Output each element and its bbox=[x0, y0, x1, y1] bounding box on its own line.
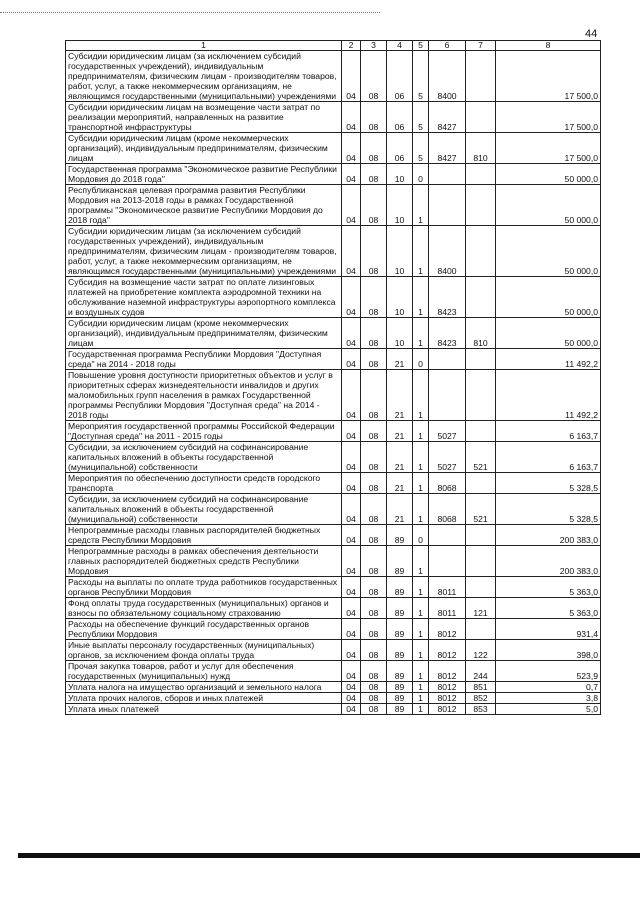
cell-subsection: 08 bbox=[361, 102, 387, 133]
cell-amount: 6 163,7 bbox=[496, 421, 601, 442]
cell-subsection: 08 bbox=[361, 704, 387, 715]
cell-section: 04 bbox=[342, 577, 361, 598]
cell-section: 04 bbox=[342, 133, 361, 164]
cell-subsection: 08 bbox=[361, 226, 387, 277]
table-header-row bbox=[66, 41, 601, 51]
cell-direction: 8427 bbox=[429, 102, 466, 133]
table-row bbox=[66, 577, 601, 598]
table-row bbox=[66, 164, 601, 185]
cell-direction bbox=[429, 185, 466, 226]
cell-expense-type: 121 bbox=[466, 598, 496, 619]
table-row bbox=[66, 546, 601, 577]
cell-expense-type bbox=[466, 102, 496, 133]
cell-subsection: 08 bbox=[361, 598, 387, 619]
cell-name: Расходы на выплаты по оплате труда работников государственных органов Республики Мордовия bbox=[66, 577, 342, 598]
cell-subprogram: 1 bbox=[413, 640, 429, 661]
cell-section: 04 bbox=[342, 525, 361, 546]
cell-name: Расходы на обеспечение функций государственных органов Республики Мордовия bbox=[66, 619, 342, 640]
cell-program: 21 bbox=[387, 473, 413, 494]
cell-expense-type: 853 bbox=[466, 704, 496, 715]
cell-section: 04 bbox=[342, 682, 361, 693]
cell-program: 89 bbox=[387, 525, 413, 546]
table-body bbox=[66, 51, 601, 715]
cell-amount: 200 383,0 bbox=[496, 546, 601, 577]
cell-subprogram: 1 bbox=[413, 546, 429, 577]
cell-amount: 5 328,5 bbox=[496, 473, 601, 494]
cell-expense-type bbox=[466, 349, 496, 370]
table-row bbox=[66, 226, 601, 277]
cell-amount: 5 363,0 bbox=[496, 577, 601, 598]
cell-subsection: 08 bbox=[361, 442, 387, 473]
table-row bbox=[66, 442, 601, 473]
cell-subprogram: 1 bbox=[413, 494, 429, 525]
cell-subprogram: 5 bbox=[413, 51, 429, 102]
cell-direction bbox=[429, 370, 466, 421]
table-row bbox=[66, 693, 601, 704]
cell-name: Субсидии юридическим лицам (кроме некоммерческих организаций), индивидуальным предпринимателям, физическим лицам bbox=[66, 133, 342, 164]
page-number: 44 bbox=[585, 28, 598, 40]
cell-subsection: 08 bbox=[361, 51, 387, 102]
cell-direction: 8068 bbox=[429, 473, 466, 494]
cell-program: 10 bbox=[387, 226, 413, 277]
cell-direction bbox=[429, 164, 466, 185]
cell-name: Прочая закупка товаров, работ и услуг для обеспечения государственных (муниципальных) нужд bbox=[66, 661, 342, 682]
cell-amount: 398,0 bbox=[496, 640, 601, 661]
cell-expense-type bbox=[466, 370, 496, 421]
cell-subprogram: 0 bbox=[413, 164, 429, 185]
header-col-5: 5 bbox=[413, 41, 429, 51]
cell-subprogram: 1 bbox=[413, 682, 429, 693]
cell-direction bbox=[429, 546, 466, 577]
cell-program: 21 bbox=[387, 494, 413, 525]
cell-expense-type: 122 bbox=[466, 640, 496, 661]
cell-section: 04 bbox=[342, 640, 361, 661]
cell-amount: 5,0 bbox=[496, 704, 601, 715]
cell-name: Субсидии юридическим лицам на возмещение части затрат по реализации мероприятий, направленных на развитие транспортной инфраструктуры bbox=[66, 102, 342, 133]
cell-name: Субсидии юридическим лицам (за исключением субсидий государственных учреждений), индивидуальным предпринимателям, физическим лицам - производителям товаров, работ, услуг, а также некоммерческим организациям, не являющимся государственными (муниципальными) учреждениями bbox=[66, 226, 342, 277]
cell-name: Республиканская целевая программа развития Республики Мордовия на 2013-2018 годы в рамках Государственной программы "Экономическое развитие Республики Мордовия до 2018 года" bbox=[66, 185, 342, 226]
cell-subprogram: 5 bbox=[413, 102, 429, 133]
table-row bbox=[66, 277, 601, 318]
cell-name: Уплата прочих налогов, сборов и иных платежей bbox=[66, 693, 342, 704]
cell-subsection: 08 bbox=[361, 682, 387, 693]
cell-program: 21 bbox=[387, 442, 413, 473]
cell-section: 04 bbox=[342, 349, 361, 370]
cell-subsection: 08 bbox=[361, 164, 387, 185]
cell-name: Мероприятия государственной программы Российской Федерации "Доступная среда" на 2011 - 2015 годы bbox=[66, 421, 342, 442]
cell-subsection: 08 bbox=[361, 349, 387, 370]
table-row bbox=[66, 51, 601, 102]
cell-name: Государственная программа Республики Мордовия "Доступная среда" на 2014 - 2018 годы bbox=[66, 349, 342, 370]
cell-amount: 11 492,2 bbox=[496, 349, 601, 370]
cell-expense-type: 521 bbox=[466, 494, 496, 525]
cell-direction bbox=[429, 349, 466, 370]
cell-amount: 50 000,0 bbox=[496, 226, 601, 277]
cell-program: 10 bbox=[387, 164, 413, 185]
table-row bbox=[66, 494, 601, 525]
cell-name: Уплата иных платежей bbox=[66, 704, 342, 715]
cell-direction: 8423 bbox=[429, 318, 466, 349]
cell-subsection: 08 bbox=[361, 473, 387, 494]
cell-program: 10 bbox=[387, 318, 413, 349]
header-col-6: 6 bbox=[429, 41, 466, 51]
cell-subprogram: 5 bbox=[413, 133, 429, 164]
table-row bbox=[66, 704, 601, 715]
cell-program: 06 bbox=[387, 102, 413, 133]
cell-program: 89 bbox=[387, 704, 413, 715]
cell-section: 04 bbox=[342, 102, 361, 133]
cell-subsection: 08 bbox=[361, 525, 387, 546]
header-col-8: 8 bbox=[496, 41, 601, 51]
cell-subprogram: 1 bbox=[413, 577, 429, 598]
cell-program: 89 bbox=[387, 598, 413, 619]
cell-program: 89 bbox=[387, 546, 413, 577]
cell-section: 04 bbox=[342, 546, 361, 577]
cell-program: 06 bbox=[387, 51, 413, 102]
cell-name: Непрограммные расходы в рамках обеспечения деятельности главных распорядителей бюджетных средств Республики Мордовия bbox=[66, 546, 342, 577]
cell-subprogram: 1 bbox=[413, 318, 429, 349]
cell-expense-type bbox=[466, 226, 496, 277]
cell-program: 89 bbox=[387, 661, 413, 682]
table-row bbox=[66, 473, 601, 494]
cell-name: Непрограммные расходы главных распорядителей бюджетных средств Республики Мордовия bbox=[66, 525, 342, 546]
cell-subsection: 08 bbox=[361, 640, 387, 661]
cell-amount: 200 383,0 bbox=[496, 525, 601, 546]
cell-subsection: 08 bbox=[361, 494, 387, 525]
cell-section: 04 bbox=[342, 494, 361, 525]
cell-name: Субсидия на возмещение части затрат по оплате лизинговых платежей на приобретение комплекта аэродромной техники на обслуживание наземной инфраструктуры аэропортного комплекса и воздушных судов bbox=[66, 277, 342, 318]
cell-section: 04 bbox=[342, 277, 361, 318]
cell-section: 04 bbox=[342, 226, 361, 277]
cell-name: Субсидии, за исключением субсидий на софинансирование капитальных вложений в объекты государственной (муниципальной) собственности bbox=[66, 442, 342, 473]
cell-section: 04 bbox=[342, 318, 361, 349]
cell-amount: 931,4 bbox=[496, 619, 601, 640]
cell-expense-type bbox=[466, 525, 496, 546]
cell-subprogram: 0 bbox=[413, 349, 429, 370]
cell-direction: 8012 bbox=[429, 619, 466, 640]
table-row bbox=[66, 370, 601, 421]
table-row bbox=[66, 661, 601, 682]
cell-section: 04 bbox=[342, 661, 361, 682]
cell-name: Субсидии, за исключением субсидий на софинансирование капитальных вложений в объекты государственной (муниципальной) собственности bbox=[66, 494, 342, 525]
cell-program: 89 bbox=[387, 640, 413, 661]
header-col-7: 7 bbox=[466, 41, 496, 51]
cell-subprogram: 1 bbox=[413, 442, 429, 473]
cell-direction: 8012 bbox=[429, 661, 466, 682]
scan-artifact-line bbox=[0, 12, 380, 15]
cell-expense-type bbox=[466, 577, 496, 598]
cell-direction: 8011 bbox=[429, 577, 466, 598]
cell-subprogram: 0 bbox=[413, 525, 429, 546]
cell-amount: 17 500,0 bbox=[496, 102, 601, 133]
cell-amount: 523,9 bbox=[496, 661, 601, 682]
cell-direction: 8012 bbox=[429, 640, 466, 661]
cell-program: 21 bbox=[387, 421, 413, 442]
cell-name: Субсидии юридическим лицам (кроме некоммерческих организаций), индивидуальным предпринимателям, физическим лицам bbox=[66, 318, 342, 349]
cell-amount: 0,7 bbox=[496, 682, 601, 693]
cell-name: Мероприятия по обеспечению доступности средств городского транспорта bbox=[66, 473, 342, 494]
cell-program: 89 bbox=[387, 693, 413, 704]
cell-expense-type: 852 bbox=[466, 693, 496, 704]
cell-expense-type: 810 bbox=[466, 318, 496, 349]
cell-subprogram: 1 bbox=[413, 693, 429, 704]
cell-subsection: 08 bbox=[361, 133, 387, 164]
cell-direction: 8400 bbox=[429, 226, 466, 277]
cell-subsection: 08 bbox=[361, 577, 387, 598]
cell-section: 04 bbox=[342, 598, 361, 619]
cell-name: Повышение уровня доступности приоритетных объектов и услуг в приоритетных сферах жизнедеятельности инвалидов и других маломобильных групп населения в рамках Государственной программы Республики Мордовия "Доступная среда" на 2014 - 2018 годы bbox=[66, 370, 342, 421]
header-col-2: 2 bbox=[342, 41, 361, 51]
table-row bbox=[66, 185, 601, 226]
table-row bbox=[66, 682, 601, 693]
cell-name: Субсидии юридическим лицам (за исключением субсидий государственных учреждений), индивидуальным предпринимателям, физическим лицам - производителям товаров, работ, услуг, а также некоммерческим организациям, не являющимся государственными (муниципальными) учреждениями bbox=[66, 51, 342, 102]
cell-name: Государственная программа "Экономическое развитие Республики Мордовия до 2018 года" bbox=[66, 164, 342, 185]
cell-expense-type bbox=[466, 619, 496, 640]
cell-subsection: 08 bbox=[361, 619, 387, 640]
cell-subsection: 08 bbox=[361, 185, 387, 226]
cell-subprogram: 1 bbox=[413, 598, 429, 619]
cell-section: 04 bbox=[342, 704, 361, 715]
cell-expense-type bbox=[466, 473, 496, 494]
cell-direction: 8400 bbox=[429, 51, 466, 102]
cell-direction bbox=[429, 525, 466, 546]
cell-subprogram: 1 bbox=[413, 661, 429, 682]
cell-section: 04 bbox=[342, 370, 361, 421]
header-col-4: 4 bbox=[387, 41, 413, 51]
cell-subprogram: 1 bbox=[413, 704, 429, 715]
cell-amount: 50 000,0 bbox=[496, 185, 601, 226]
cell-direction: 8427 bbox=[429, 133, 466, 164]
cell-expense-type bbox=[466, 185, 496, 226]
cell-program: 89 bbox=[387, 682, 413, 693]
cell-program: 10 bbox=[387, 277, 413, 318]
cell-name: Фонд оплаты труда государственных (муниципальных) органов и взносы по обязательному социальному страхованию bbox=[66, 598, 342, 619]
cell-amount: 6 163,7 bbox=[496, 442, 601, 473]
table-row bbox=[66, 421, 601, 442]
cell-expense-type: 521 bbox=[466, 442, 496, 473]
cell-section: 04 bbox=[342, 421, 361, 442]
cell-expense-type bbox=[466, 277, 496, 318]
cell-direction: 8012 bbox=[429, 693, 466, 704]
cell-amount: 50 000,0 bbox=[496, 164, 601, 185]
cell-section: 04 bbox=[342, 51, 361, 102]
table-row bbox=[66, 598, 601, 619]
cell-subprogram: 1 bbox=[413, 619, 429, 640]
cell-amount: 3,8 bbox=[496, 693, 601, 704]
header-col-3: 3 bbox=[361, 41, 387, 51]
cell-direction: 5027 bbox=[429, 442, 466, 473]
cell-subsection: 08 bbox=[361, 546, 387, 577]
cell-direction: 8012 bbox=[429, 682, 466, 693]
cell-expense-type bbox=[466, 421, 496, 442]
cell-program: 89 bbox=[387, 619, 413, 640]
cell-subprogram: 1 bbox=[413, 185, 429, 226]
cell-amount: 50 000,0 bbox=[496, 277, 601, 318]
cell-section: 04 bbox=[342, 693, 361, 704]
cell-section: 04 bbox=[342, 619, 361, 640]
cell-expense-type: 244 bbox=[466, 661, 496, 682]
cell-amount: 17 500,0 bbox=[496, 133, 601, 164]
cell-expense-type: 810 bbox=[466, 133, 496, 164]
cell-amount: 5 328,5 bbox=[496, 494, 601, 525]
scan-bottom-edge bbox=[18, 853, 640, 858]
cell-subsection: 08 bbox=[361, 421, 387, 442]
cell-program: 06 bbox=[387, 133, 413, 164]
cell-direction: 8068 bbox=[429, 494, 466, 525]
cell-subprogram: 1 bbox=[413, 226, 429, 277]
cell-program: 21 bbox=[387, 349, 413, 370]
cell-expense-type: 851 bbox=[466, 682, 496, 693]
cell-direction: 8012 bbox=[429, 704, 466, 715]
table-row bbox=[66, 640, 601, 661]
table-row bbox=[66, 318, 601, 349]
cell-program: 89 bbox=[387, 577, 413, 598]
cell-subprogram: 1 bbox=[413, 370, 429, 421]
cell-amount: 17 500,0 bbox=[496, 51, 601, 102]
cell-subprogram: 1 bbox=[413, 473, 429, 494]
cell-direction: 5027 bbox=[429, 421, 466, 442]
cell-expense-type bbox=[466, 164, 496, 185]
cell-amount: 11 492,2 bbox=[496, 370, 601, 421]
cell-subsection: 08 bbox=[361, 693, 387, 704]
cell-subsection: 08 bbox=[361, 318, 387, 349]
cell-name: Уплата налога на имущество организаций и земельного налога bbox=[66, 682, 342, 693]
cell-program: 10 bbox=[387, 185, 413, 226]
table-row bbox=[66, 525, 601, 546]
table-row bbox=[66, 102, 601, 133]
cell-subsection: 08 bbox=[361, 277, 387, 318]
cell-section: 04 bbox=[342, 473, 361, 494]
cell-direction: 8011 bbox=[429, 598, 466, 619]
cell-section: 04 bbox=[342, 442, 361, 473]
cell-name: Иные выплаты персоналу государственных (муниципальных) органов, за исключением фонда оплаты труда bbox=[66, 640, 342, 661]
cell-subprogram: 1 bbox=[413, 277, 429, 318]
cell-subsection: 08 bbox=[361, 661, 387, 682]
cell-section: 04 bbox=[342, 185, 361, 226]
cell-direction: 8423 bbox=[429, 277, 466, 318]
cell-program: 21 bbox=[387, 370, 413, 421]
budget-table bbox=[65, 40, 601, 715]
cell-amount: 50 000,0 bbox=[496, 318, 601, 349]
table-row bbox=[66, 349, 601, 370]
cell-section: 04 bbox=[342, 164, 361, 185]
table-row bbox=[66, 619, 601, 640]
cell-expense-type bbox=[466, 546, 496, 577]
cell-expense-type bbox=[466, 51, 496, 102]
cell-amount: 5 363,0 bbox=[496, 598, 601, 619]
table-row bbox=[66, 133, 601, 164]
cell-subsection: 08 bbox=[361, 370, 387, 421]
header-col-1: 1 bbox=[66, 41, 342, 51]
cell-subprogram: 1 bbox=[413, 421, 429, 442]
